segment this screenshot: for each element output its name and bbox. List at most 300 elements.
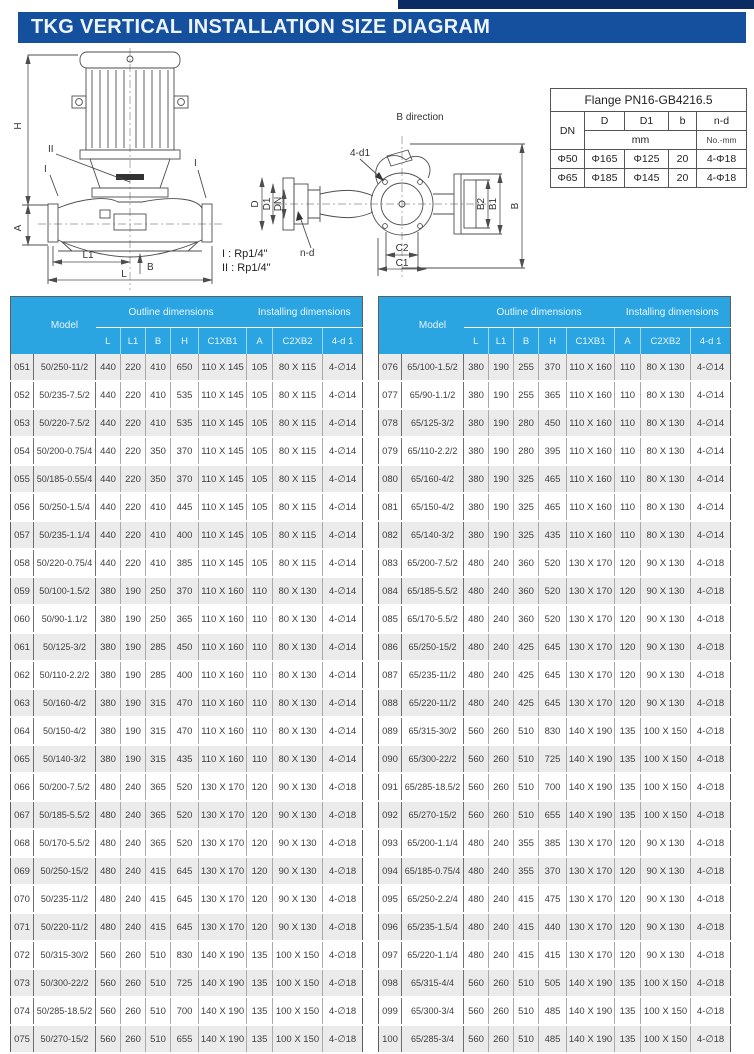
- row-number-cell: Φ50: [551, 150, 585, 169]
- dimension-cell: 100 X 150: [641, 717, 691, 745]
- dimension-cell: 480: [464, 633, 489, 661]
- table-row: [11, 1025, 363, 1053]
- dimension-cell: 4-∅14: [323, 745, 363, 773]
- row-number-cell: 068: [11, 829, 34, 857]
- table-row: [379, 941, 731, 969]
- model-cell: 65/300-22/2: [402, 745, 464, 773]
- table-row: [11, 829, 363, 857]
- dimension-cell: 135: [615, 745, 641, 773]
- row-number-cell: 054: [11, 437, 34, 465]
- dimension-cell: 20: [669, 169, 697, 188]
- dimension-cell: 120: [615, 549, 641, 577]
- dimension-cell: 80 X 130: [273, 605, 323, 633]
- dimension-cell: 190: [121, 717, 146, 745]
- table-row: [379, 801, 731, 829]
- row-number-cell: 080: [379, 465, 402, 493]
- row-number-cell: 065: [11, 745, 34, 773]
- dimension-cell: 130 X 170: [567, 913, 615, 941]
- dimension-cell: 370: [171, 437, 199, 465]
- dimension-cell: 190: [121, 689, 146, 717]
- dimension-cell: 240: [121, 829, 146, 857]
- dimension-cell: 325: [514, 521, 539, 549]
- row-number-cell: 087: [379, 661, 402, 689]
- dimension-cell: 435: [171, 745, 199, 773]
- dimension-cell: 240: [489, 633, 514, 661]
- model-cell: 65/235-11/2: [402, 661, 464, 689]
- col-a: A: [615, 328, 641, 355]
- dim-d1-label: D1: [262, 197, 273, 211]
- model-cell: 65/200-1.1/4: [402, 829, 464, 857]
- dimension-cell: 120: [247, 829, 273, 857]
- col-l1: L1: [121, 328, 146, 355]
- dimension-cell: 140 X 190: [567, 1025, 615, 1053]
- row-number-cell: Φ65: [551, 169, 585, 188]
- dimension-cell: 830: [539, 717, 567, 745]
- row-number-cell: 069: [11, 857, 34, 885]
- dimension-cell: 4-∅14: [323, 661, 363, 689]
- dimension-cell: 520: [539, 605, 567, 633]
- dimension-cell: 480: [96, 829, 121, 857]
- table-row: [11, 605, 363, 633]
- b-direction-view-drawing: [250, 98, 545, 293]
- dimension-cell: 425: [514, 633, 539, 661]
- dimension-cell: 110 X 160: [199, 745, 247, 773]
- dimension-cell: 260: [489, 1025, 514, 1053]
- dimension-cell: 440: [96, 493, 121, 521]
- row-number-cell: 093: [379, 829, 402, 857]
- row-number-cell: 081: [379, 493, 402, 521]
- pump-front-view-drawing: [12, 46, 247, 296]
- model-cell: 50/285-18.5/2: [34, 997, 96, 1025]
- model-cell: 50/200-0.75/4: [34, 437, 96, 465]
- row-number-cell: 091: [379, 773, 402, 801]
- row-number-cell: 067: [11, 801, 34, 829]
- flange-col-d: D: [585, 112, 625, 131]
- dimension-cell: 140 X 190: [567, 969, 615, 997]
- dim-b2-label: B2: [476, 197, 487, 211]
- model-cell: 65/250-2.2/4: [402, 885, 464, 913]
- dimension-cell: 135: [247, 1025, 273, 1053]
- dimension-cell: 130 X 170: [199, 829, 247, 857]
- dimension-cell: 480: [464, 829, 489, 857]
- dimension-cell: 130 X 170: [567, 885, 615, 913]
- table-row: [11, 857, 363, 885]
- model-cell: Φ185: [585, 169, 625, 188]
- dimension-cell: 470: [171, 689, 199, 717]
- flange-spec-table: [550, 88, 747, 188]
- row-number-cell: 058: [11, 549, 34, 577]
- flange-table-title: Flange PN16-GB4216.5: [551, 89, 747, 112]
- dimension-cell: 645: [171, 857, 199, 885]
- dimension-cell: 135: [615, 773, 641, 801]
- dimension-cell: 140 X 190: [567, 717, 615, 745]
- dimension-cell: 370: [539, 354, 567, 381]
- dimension-cell: 4-∅18: [323, 941, 363, 969]
- dimension-cell: 100 X 150: [641, 969, 691, 997]
- dimension-cell: 140 X 190: [199, 1025, 247, 1053]
- row-number-header: [11, 297, 34, 355]
- dimension-cell: 4-∅18: [323, 857, 363, 885]
- dimension-cell: 90 X 130: [641, 605, 691, 633]
- dimension-cell: 120: [615, 605, 641, 633]
- table-row: [379, 885, 731, 913]
- dimension-cell: 645: [171, 913, 199, 941]
- dimension-cell: 380: [96, 745, 121, 773]
- dimension-cell: 110 X 145: [199, 549, 247, 577]
- dimension-cell: 110 X 145: [199, 354, 247, 381]
- dimension-cell: 560: [464, 745, 489, 773]
- dimension-cell: 4-∅14: [323, 465, 363, 493]
- dimension-cell: 520: [171, 773, 199, 801]
- dimension-cell: 380: [464, 409, 489, 437]
- dimension-cell: 560: [96, 997, 121, 1025]
- dimension-cell: 80 X 130: [273, 661, 323, 689]
- dimension-cell: 415: [146, 857, 171, 885]
- flange-col-d1: D1: [625, 112, 669, 131]
- dimension-cell: 250: [146, 605, 171, 633]
- flange-col-dn: DN: [551, 112, 585, 150]
- dimension-cell: 220: [121, 437, 146, 465]
- dimension-cell: 240: [489, 577, 514, 605]
- dimension-cell: 370: [171, 577, 199, 605]
- dimension-cell: 4-∅18: [323, 885, 363, 913]
- row-number-cell: 056: [11, 493, 34, 521]
- dimension-cell: 260: [489, 745, 514, 773]
- table-row: [11, 354, 363, 381]
- dimension-cell: 465: [539, 465, 567, 493]
- row-number-cell: 074: [11, 997, 34, 1025]
- dimension-cell: 100 X 150: [641, 1025, 691, 1053]
- dimension-cell: 4-∅18: [323, 969, 363, 997]
- dimension-cell: 240: [489, 857, 514, 885]
- dimension-cell: 440: [96, 549, 121, 577]
- dimension-cell: 470: [171, 717, 199, 745]
- col-b: B: [146, 328, 171, 355]
- model-cell: 50/300-22/2: [34, 969, 96, 997]
- label-n-d: n-d: [300, 248, 315, 259]
- dim-dn-label: DN: [273, 196, 284, 212]
- dimension-cell: 440: [539, 913, 567, 941]
- dimension-cell: 260: [121, 969, 146, 997]
- model-cell: 65/185-5.5/2: [402, 577, 464, 605]
- dimension-cell: 535: [171, 381, 199, 409]
- dimension-cell: 110 X 160: [567, 381, 615, 409]
- dimension-cell: 315: [146, 717, 171, 745]
- model-cell: 65/200-7.5/2: [402, 549, 464, 577]
- dimension-cell: 440: [96, 409, 121, 437]
- dimension-cell: 90 X 130: [273, 913, 323, 941]
- dimension-cell: 80 X 130: [273, 689, 323, 717]
- dimension-cell: 560: [96, 969, 121, 997]
- table-row: [11, 465, 363, 493]
- flange-table-body: [551, 150, 747, 188]
- dimension-cell: 130 X 170: [567, 661, 615, 689]
- table-row: [11, 941, 363, 969]
- dimension-cell: 480: [464, 577, 489, 605]
- dimension-cell: 385: [171, 549, 199, 577]
- dimension-cell: 240: [489, 549, 514, 577]
- dimension-cell: 480: [96, 773, 121, 801]
- dimension-cell: 110 X 145: [199, 381, 247, 409]
- dimension-cell: 465: [539, 493, 567, 521]
- dimension-cell: 4-∅18: [323, 913, 363, 941]
- dimension-cell: 105: [247, 409, 273, 437]
- dimension-cell: 110 X 160: [199, 633, 247, 661]
- dimension-cell: 120: [615, 913, 641, 941]
- row-number-cell: 078: [379, 409, 402, 437]
- table-row: [11, 661, 363, 689]
- dimension-cell: 450: [171, 633, 199, 661]
- outline-dimensions-header: Outline dimensions: [464, 297, 615, 328]
- dimension-cell: 135: [247, 969, 273, 997]
- dimension-cell: 105: [247, 521, 273, 549]
- dimension-cell: 130 X 170: [567, 605, 615, 633]
- dimension-cell: 110: [247, 577, 273, 605]
- col-a: A: [247, 328, 273, 355]
- dimension-cell: 4-∅18: [691, 605, 731, 633]
- table-row: [379, 913, 731, 941]
- model-cell: 50/140-3/2: [34, 745, 96, 773]
- dimension-cell: Φ125: [625, 150, 669, 169]
- dimension-cell: 645: [539, 661, 567, 689]
- dimension-cell: 380: [464, 354, 489, 381]
- table-row: [551, 169, 747, 188]
- dimension-cell: 725: [171, 969, 199, 997]
- dimension-cell: 560: [464, 801, 489, 829]
- dimension-cell: 440: [96, 437, 121, 465]
- dimension-cell: 4-∅14: [323, 409, 363, 437]
- dimension-cell: 700: [171, 997, 199, 1025]
- dimension-cell: 260: [489, 773, 514, 801]
- dimension-cell: 110 X 160: [567, 465, 615, 493]
- table-row: [11, 885, 363, 913]
- dimension-cell: 355: [514, 829, 539, 857]
- dimension-cell: 220: [121, 549, 146, 577]
- col-h: H: [171, 328, 199, 355]
- row-number-cell: 099: [379, 997, 402, 1025]
- model-cell: 65/300-3/4: [402, 997, 464, 1025]
- dimension-cell: 110: [247, 605, 273, 633]
- dimension-cell: 440: [96, 521, 121, 549]
- row-number-cell: 096: [379, 913, 402, 941]
- dimension-cell: 380: [464, 465, 489, 493]
- dimension-cell: 80 X 130: [641, 381, 691, 409]
- dimension-cell: 130 X 170: [199, 913, 247, 941]
- table-row: [379, 354, 731, 381]
- dim-b-label: B: [147, 262, 154, 273]
- dimension-cell: 280: [514, 409, 539, 437]
- dimension-cell: 365: [171, 605, 199, 633]
- flange-col-b: b: [669, 112, 697, 131]
- dimension-cell: 260: [121, 941, 146, 969]
- dimension-cell: 120: [615, 689, 641, 717]
- dimension-cell: 360: [514, 549, 539, 577]
- model-cell: 50/250-15/2: [34, 857, 96, 885]
- dim-a-label: A: [13, 224, 24, 232]
- dimension-cell: 80 X 115: [273, 381, 323, 409]
- dimension-cell: 255: [514, 354, 539, 381]
- dimension-cell: 140 X 190: [199, 941, 247, 969]
- row-number-cell: 060: [11, 605, 34, 633]
- dimension-cell: 380: [96, 633, 121, 661]
- row-number-cell: 073: [11, 969, 34, 997]
- dimension-cell: 415: [514, 941, 539, 969]
- dimension-cell: 120: [247, 857, 273, 885]
- table-row: [379, 549, 731, 577]
- model-cell: 65/270-15/2: [402, 801, 464, 829]
- dimension-cell: 285: [146, 633, 171, 661]
- table-row: [11, 717, 363, 745]
- dimension-cell: 360: [514, 577, 539, 605]
- dimension-cell: 485: [539, 1025, 567, 1053]
- flange-col-nd: n-d: [697, 112, 747, 131]
- dimension-cell: 110: [247, 745, 273, 773]
- dimension-cell: 110 X 160: [567, 437, 615, 465]
- dimension-cell: 130 X 170: [567, 577, 615, 605]
- dimension-cell: 480: [96, 885, 121, 913]
- col-b: B: [514, 328, 539, 355]
- model-cell: 50/220-7.5/2: [34, 409, 96, 437]
- dimension-cell: 260: [489, 801, 514, 829]
- table-row: [379, 381, 731, 409]
- size-table-left: [10, 296, 363, 1054]
- dimension-cell: 4-∅14: [323, 437, 363, 465]
- model-cell: 50/110-2.2/2: [34, 661, 96, 689]
- dimension-cell: 140 X 190: [199, 969, 247, 997]
- dimension-cell: 4-∅18: [691, 745, 731, 773]
- table-row: [11, 801, 363, 829]
- dim-h-label: H: [13, 122, 24, 130]
- model-cell: 50/235-1.1/4: [34, 521, 96, 549]
- dimension-cell: 135: [247, 997, 273, 1025]
- model-cell: 65/110-2.2/2: [402, 437, 464, 465]
- dimension-cell: 480: [464, 661, 489, 689]
- dimension-cell: 4-∅18: [691, 549, 731, 577]
- col-4d1: 4-d 1: [323, 328, 363, 355]
- dimension-cell: 4-∅14: [691, 465, 731, 493]
- row-number-cell: 059: [11, 577, 34, 605]
- dimension-cell: 120: [615, 941, 641, 969]
- dimension-cell: 400: [171, 661, 199, 689]
- col-l: L: [464, 328, 489, 355]
- dimension-cell: 4-Φ18: [697, 169, 747, 188]
- dimension-cell: 510: [514, 745, 539, 773]
- table-row: [11, 913, 363, 941]
- dimension-cell: 415: [146, 885, 171, 913]
- dimension-cell: 220: [121, 381, 146, 409]
- dimension-cell: 425: [514, 689, 539, 717]
- row-number-cell: 055: [11, 465, 34, 493]
- dimension-cell: 110: [615, 437, 641, 465]
- dimension-cell: 110 X 160: [567, 409, 615, 437]
- dimension-cell: 250: [146, 577, 171, 605]
- row-number-cell: 079: [379, 437, 402, 465]
- row-number-cell: 057: [11, 521, 34, 549]
- dimension-cell: 90 X 130: [641, 885, 691, 913]
- dimension-cell: 90 X 130: [273, 801, 323, 829]
- dimension-cell: 130 X 170: [199, 885, 247, 913]
- dimension-cell: 240: [121, 773, 146, 801]
- dimension-cell: 510: [146, 969, 171, 997]
- row-number-cell: 066: [11, 773, 34, 801]
- table-row: [11, 745, 363, 773]
- dimension-cell: 360: [514, 605, 539, 633]
- dimension-cell: 560: [96, 941, 121, 969]
- row-number-cell: 062: [11, 661, 34, 689]
- dimension-cell: 380: [464, 521, 489, 549]
- dimension-cell: 90 X 130: [641, 577, 691, 605]
- dim-d-label: D: [250, 200, 261, 208]
- table-row: [379, 605, 731, 633]
- flange-unit-mm: mm: [585, 131, 697, 150]
- dimension-cell: 130 X 170: [567, 857, 615, 885]
- model-cell: 50/235-11/2: [34, 885, 96, 913]
- dimension-cell: 80 X 115: [273, 409, 323, 437]
- dimension-cell: 4-∅18: [691, 661, 731, 689]
- model-cell: 50/100-1.5/2: [34, 577, 96, 605]
- dimension-cell: 80 X 130: [273, 717, 323, 745]
- dimension-cell: 4-∅14: [691, 521, 731, 549]
- model-cell: 50/150-4/2: [34, 717, 96, 745]
- dimension-cell: 80 X 115: [273, 354, 323, 381]
- dimension-cell: 120: [615, 577, 641, 605]
- dimension-cell: 4-∅14: [323, 577, 363, 605]
- dimension-cell: 110: [247, 717, 273, 745]
- table-row: [379, 577, 731, 605]
- dimension-cell: 4-∅18: [691, 689, 731, 717]
- dimension-cell: 4-∅18: [691, 577, 731, 605]
- dimension-cell: 365: [146, 801, 171, 829]
- dimension-cell: 520: [171, 829, 199, 857]
- table-row: [11, 633, 363, 661]
- table-row: [11, 381, 363, 409]
- dimension-cell: 220: [121, 493, 146, 521]
- dimension-cell: 4-∅18: [691, 857, 731, 885]
- dimension-cell: 220: [121, 521, 146, 549]
- dimension-cell: 90 X 130: [641, 913, 691, 941]
- dimension-cell: 120: [247, 801, 273, 829]
- model-cell: 65/125-3/2: [402, 409, 464, 437]
- dimension-cell: 80 X 130: [273, 577, 323, 605]
- dimension-cell: 480: [464, 857, 489, 885]
- col-4d1: 4-d 1: [691, 328, 731, 355]
- dimension-cell: 520: [539, 549, 567, 577]
- dimension-cell: 240: [121, 857, 146, 885]
- dimension-cell: 80 X 130: [641, 354, 691, 381]
- size-table-right: [378, 296, 731, 1054]
- dimension-cell: 410: [146, 381, 171, 409]
- dimension-cell: 365: [146, 829, 171, 857]
- dimension-cell: 510: [146, 997, 171, 1025]
- dimension-cell: 365: [539, 381, 567, 409]
- dimension-cell: 100 X 150: [641, 997, 691, 1025]
- dimension-cell: 560: [464, 773, 489, 801]
- model-header: Model: [402, 297, 464, 355]
- dimension-cell: 110 X 145: [199, 493, 247, 521]
- dimension-cell: 510: [514, 801, 539, 829]
- dimension-cell: 100 X 150: [273, 997, 323, 1025]
- size-table-left-body: [11, 354, 363, 1053]
- model-cell: 65/140-3/2: [402, 521, 464, 549]
- model-cell: 65/100-1.5/2: [402, 354, 464, 381]
- table-row: [379, 633, 731, 661]
- dimension-cell: 190: [489, 437, 514, 465]
- model-cell: 50/185-5.5/2: [34, 801, 96, 829]
- dimension-cell: 560: [464, 717, 489, 745]
- dimension-cell: 510: [514, 717, 539, 745]
- port-i-right-label: I: [194, 158, 197, 169]
- dimension-cell: 105: [247, 437, 273, 465]
